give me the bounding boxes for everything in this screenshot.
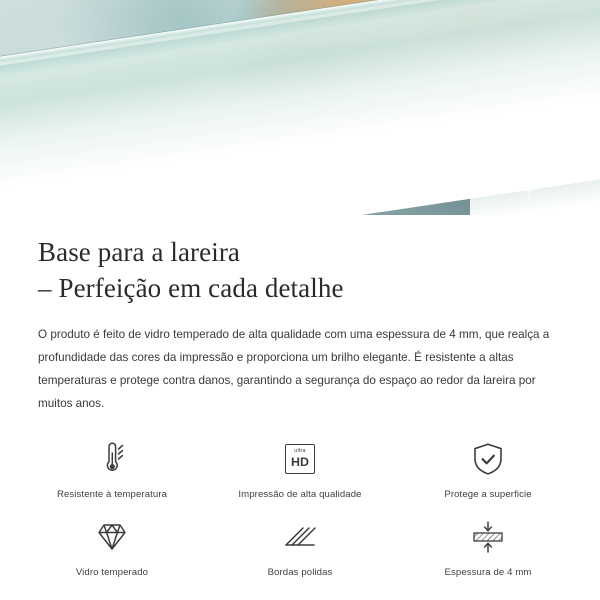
hero-image bbox=[0, 0, 600, 215]
ultra-hd-badge-bottom: HD bbox=[291, 454, 309, 469]
feature-item-high-quality-print bbox=[206, 438, 394, 500]
feature-label: Protege a superficie bbox=[444, 488, 532, 500]
product-description: O produto é feito de vidro temperado de alta qualidade com uma espessura de 4 mm, que realça a profundidade das cores da impressão e proporciona um brilho elegante. É resistente a altas temperaturas e protege contra danos, garantindo a segurança do espaço ao redor da lareira por muitos anos. bbox=[38, 328, 550, 410]
headline-line-1: Base para a lareira bbox=[38, 237, 241, 267]
feature-item-polished-edges bbox=[206, 516, 394, 578]
polished-edges-icon bbox=[280, 516, 320, 558]
shield-check-icon bbox=[472, 438, 504, 480]
feature-item-protects-surface bbox=[394, 438, 582, 500]
diamond-icon bbox=[94, 516, 130, 558]
feature-label: Vidro temperado bbox=[75, 566, 149, 578]
ultra-hd-icon bbox=[285, 438, 315, 480]
headline-line-2: – Perfeição em cada detalhe bbox=[38, 272, 344, 303]
feature-label: Impressão de alta qualidade bbox=[238, 488, 362, 500]
feature-label: Espessura de 4 mm bbox=[444, 566, 532, 578]
feature-item-thickness-4mm bbox=[394, 516, 582, 578]
page-title bbox=[38, 235, 562, 306]
thermometer-icon bbox=[97, 438, 127, 480]
feature-item-temperature-resistant bbox=[18, 438, 206, 500]
feature-label: Resistente à temperatura bbox=[56, 488, 168, 500]
ultra-hd-badge-top: ultra bbox=[294, 448, 306, 455]
feature-grid bbox=[0, 438, 600, 578]
content-block bbox=[0, 215, 600, 416]
thickness-arrows-icon bbox=[468, 516, 508, 558]
feature-label: Bordas polidas bbox=[267, 566, 333, 578]
feature-item-tempered-glass bbox=[18, 516, 206, 578]
